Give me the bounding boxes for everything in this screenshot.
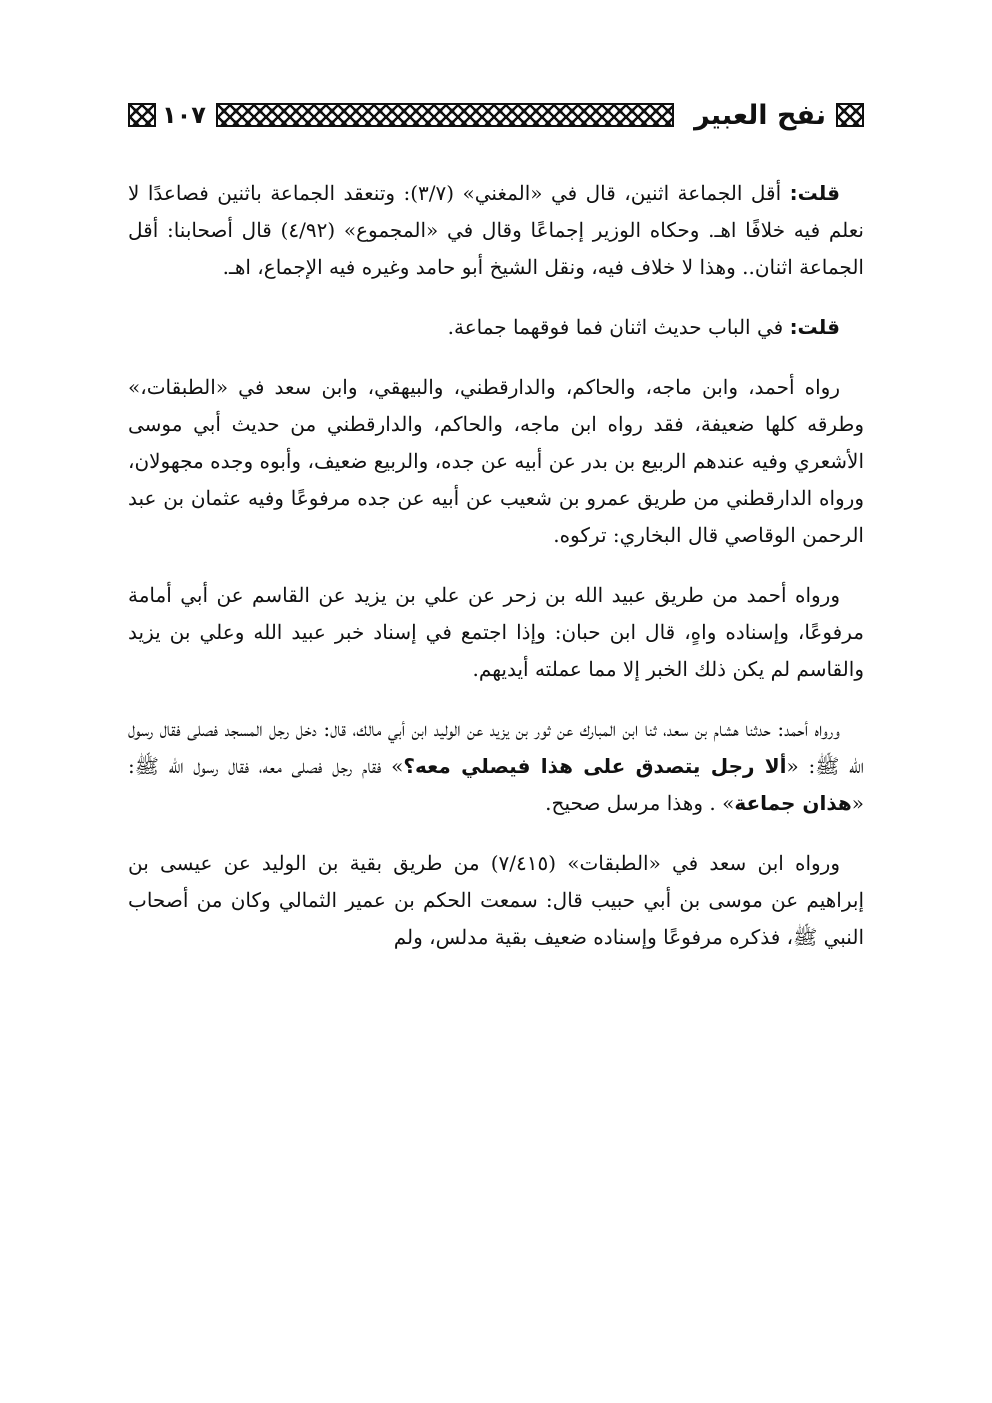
hadith-quote: هذان جماعة — [734, 791, 852, 815]
page-header — [128, 92, 864, 138]
paragraph-text: في الباب حديث اثنان فما فوقهما جماعة. — [447, 315, 784, 339]
book-title: نفح العبير — [694, 99, 826, 131]
paragraph-4 — [128, 577, 864, 688]
paragraph-text: ورواه أحمد: حدثنا هشام بن سعد، ثنا ابن المبارك عن ثور بن يزيد عن الوليد ابن أبي مالك، قال: دخل رجل المسجد فصلى فقال رسول الله ﷺ: « — [128, 717, 864, 778]
paragraph-lead: قلت: — [789, 181, 841, 205]
paragraph-5 — [128, 711, 864, 822]
paragraph-text: » فقام رجل فصلى معه، فقال رسول الله ﷺ: « — [128, 754, 864, 815]
header-ornament-left — [128, 103, 156, 127]
paragraph-6 — [128, 845, 864, 956]
paragraph-text: ورواه أحمد من طريق عبيد الله بن زحر عن علي بن يزيد عن القاسم عن أبي أمامة مرفوعًا، وإسناده واهٍ، قال ابن حبان: وإذا اجتمع في إسناد خبر عبيد الله وعلي بن يزيد والقاسم لم يكن ذلك الخبر إلا مما عملته أيديهم. — [128, 583, 864, 681]
paragraph-2 — [128, 309, 864, 346]
paragraph-lead: قلت: — [789, 315, 840, 339]
paragraph-text: » . وهذا مرسل صحيح. — [545, 791, 735, 815]
paragraph-3 — [128, 369, 864, 554]
paragraph-text: ورواه ابن سعد في «الطبقات» (٧/٤١٥) من طريق بقية بن الوليد عن عيسى بن إبراهيم عن موسى بن أبي حبيب قال: سمعت الحكم بن عمير الثمالي وكان من أصحاب النبي ﷺ، فذكره مرفوعًا وإسناده ضعيف بقية مدلس، ولم — [128, 851, 864, 949]
page-number: ١٠٧ — [162, 101, 206, 129]
hadith-quote: ألا رجل يتصدق على هذا فيصلي معه؟ — [403, 754, 787, 778]
header-ornament-band — [216, 103, 674, 127]
header-ornament-right — [836, 103, 864, 127]
page-body — [128, 175, 864, 979]
paragraph-text: رواه أحمد، وابن ماجه، والحاكم، والدارقطني، والبيهقي، وابن سعد في «الطبقات،» وطرقه كلها ضعيفة، فقد رواه ابن ماجه، والحاكم، والدارقطني من حديث أبي موسى الأشعري وفيه عندهم الربيع بن بدر عن أبيه عن جده، والربيع ضعيف، وأبوه وجده مجهولان، ورواه الدارقطني من طريق عمرو بن شعيب عن أبيه عن جده مرفوعًا وفيه عثمان بن عبد الرحمن الوقاصي قال البخاري: تركوه. — [128, 375, 864, 547]
paragraph-text: أقل الجماعة اثنين، قال في «المغني» (٣/٧): وتنعقد الجماعة باثنين فصاعدًا لا نعلم فيه خلافًا اهـ. وحكاه الوزير إجماعًا وقال في «المجموع» (٤/٩٢) قال أصحابنا: أقل الجماعة اثنان.. وهذا لا خلاف فيه، ونقل الشيخ أبو حامد وغيره فيه الإجماع، اهـ. — [128, 181, 864, 279]
paragraph-1 — [128, 175, 864, 286]
